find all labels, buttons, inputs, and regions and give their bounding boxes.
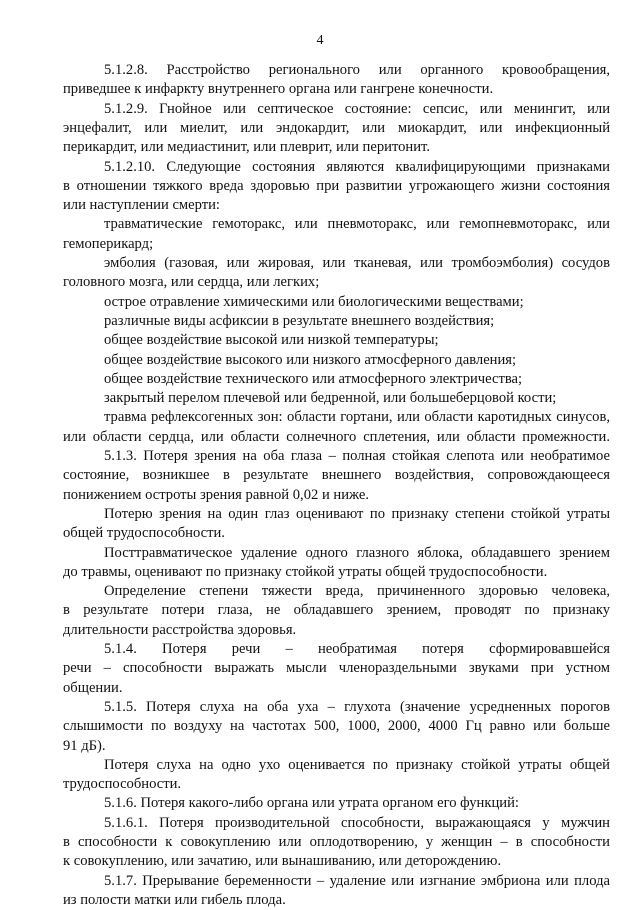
text-line: травма рефлексогенных зон: области гортани, или области каротидных синусов, <box>104 409 610 426</box>
text-line: 5.1.2.9. Гнойное или септическое состояние: сепсис, или менингит, или <box>104 100 610 117</box>
text-line: 5.1.4. Потеря речи – необратимая потеря сформировавшейся <box>104 641 610 657</box>
text-line: речи – способности выражать мысли членораздельными звуками при устном <box>63 660 610 677</box>
text-line: головного мозга, или сердца, или легких; <box>63 274 320 291</box>
text-line: до травмы, оценивают по признаку стойкой утраты общей трудоспособности. <box>63 563 548 580</box>
text-line: общее воздействие высокого или низкого атмосферного давления; <box>104 351 517 368</box>
text-line: 5.1.3. Потеря зрения на оба глаза – полная стойкая слепота или необратимое <box>104 448 610 464</box>
text-line: закрытый перелом плечевой или бедренной, или большеберцовой кости; <box>104 390 557 407</box>
text-line: общении. <box>63 679 123 696</box>
text-line: в способности к совокуплению или оплодотворению, у женщин – в способности <box>63 834 610 850</box>
text-line: общее воздействие высокой или низкой температуры; <box>104 332 439 349</box>
text-line: в отношении тяжкого вреда здоровью при развитии угрожающего жизни состояния <box>63 177 610 194</box>
text-line: общее воздействие технического или атмосферного электричества; <box>104 370 523 387</box>
text-line: перикардит, или медиастинит, или плеврит, или перитонит. <box>63 139 430 156</box>
text-line: 5.1.5. Потеря слуха на оба уха – глухота (значение усредненных порогов <box>104 698 610 715</box>
text-line: гемоперикард; <box>63 235 154 252</box>
text-line: слышимости по воздуху на частотах 500, 1000, 2000, 4000 Гц равно или больше <box>63 718 610 735</box>
text-line: приведшее к инфаркту внутреннего органа или гангрене конечности. <box>63 81 494 98</box>
text-line: в результате потери глаза, не обладавшего зрением, проводят по признаку <box>63 602 610 619</box>
text-line: 91 дБ). <box>63 737 106 754</box>
text-line: острое отравление химическими или биологическими веществами; <box>104 293 524 310</box>
text-line: 5.1.6.1. Потеря производительной способности, выражающаяся у мужчин <box>104 814 610 831</box>
text-line: Потеря слуха на одно ухо оценивается по признаку стойкой утраты общей <box>104 756 610 773</box>
text-line: Потерю зрения на один глаз оценивают по признаку степени стойкой утраты <box>104 505 610 522</box>
text-line: 5.1.2.8. Расстройство регионального или органного кровообращения, <box>104 62 610 78</box>
text-line: 5.1.6. Потеря какого-либо органа или утрата органом его функций: <box>104 795 519 812</box>
text-line: 5.1.7. Прерывание беременности – удаление или изгнание эмбриона или плода <box>104 872 610 889</box>
text-line: 5.1.2.10. Следующие состояния являются квалифицирующими признаками <box>104 158 610 175</box>
text-line: или области сердца, или области солнечного сплетения, или области промежности. <box>63 428 610 445</box>
text-line: общей трудоспособности. <box>63 525 225 542</box>
text-line: понижением остроты зрения равной 0,02 и ниже. <box>63 486 370 503</box>
text-line: различные виды асфиксии в результате внешнего воздействия; <box>104 312 495 329</box>
text-line: энцефалит, или миелит, или эндокардит, или миокардит, или инфекционный <box>63 119 610 136</box>
text-line: или наступлении смерти: <box>63 197 220 214</box>
page-number: 4 <box>316 33 324 48</box>
text-line: Посттравматическое удаление одного глазного яблока, обладавшего зрением <box>104 544 610 561</box>
text-line: длительности расстройства здоровья. <box>63 621 297 638</box>
text-line: к совокуплению, или зачатию, или вынашиванию, или деторождению. <box>63 853 502 870</box>
text-line: эмболия (газовая, или жировая, или тканевая, или тромбоэмболия) сосудов <box>104 255 610 271</box>
text-line: трудоспособности. <box>63 776 182 793</box>
text-line: Определение степени тяжести вреда, причиненного здоровью человека, <box>104 583 610 600</box>
text-line: из полости матки или гибель плода. <box>63 891 286 908</box>
text-line: состояние, возникшее в результате внешнего воздействия, сопровождающееся <box>63 467 610 484</box>
text-line: травматические гемоторакс, или пневмоторакс, или гемопневмоторакс, или <box>104 216 610 233</box>
